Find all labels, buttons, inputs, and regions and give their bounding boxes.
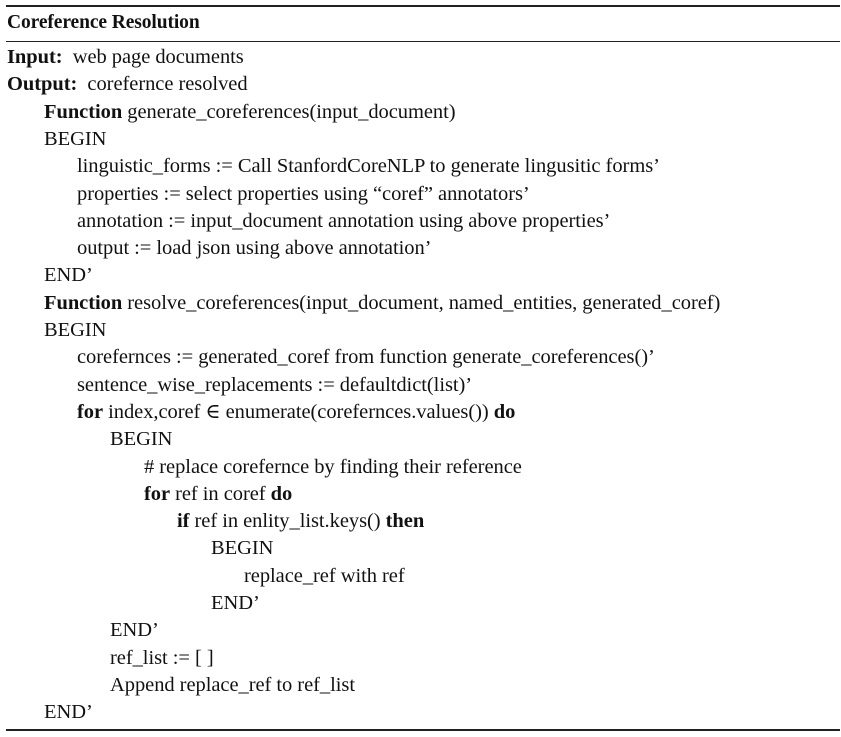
statement-text: properties := select properties using “coref” annotators’ (77, 182, 530, 205)
keyword: Function (44, 291, 123, 314)
algorithm-line (44, 262, 93, 289)
statement-text: END’ (110, 619, 159, 642)
statement-text: ref in enlity_list.keys() (189, 510, 386, 533)
keyword: Output: (7, 73, 78, 96)
statement-text: BEGIN (211, 537, 274, 560)
statement-text: ref_list := [ ] (110, 646, 214, 669)
statement-text: END’ (44, 701, 93, 724)
keyword: Input: (7, 46, 63, 68)
statement-text: # replace corefernce by finding their reference (144, 455, 522, 478)
statement-text: web page documents (62, 46, 244, 68)
keyword: if (177, 510, 190, 533)
algorithm-line (77, 344, 655, 371)
algorithm-line (110, 672, 355, 699)
algorithm-line (44, 317, 106, 344)
algorithm-line (244, 563, 405, 590)
algorithm-line (144, 454, 522, 481)
algorithm-line (211, 535, 273, 562)
algorithm-line (77, 181, 530, 208)
algorithm-line (177, 508, 424, 535)
keyword: do (493, 400, 516, 423)
algorithm-line (77, 153, 660, 180)
statement-text: BEGIN (44, 319, 107, 341)
algorithm-line (211, 590, 260, 617)
keyword: for (77, 400, 104, 423)
statement-text: annotation := input_document annotation using above properties’ (77, 209, 611, 232)
algorithm-line (7, 44, 244, 71)
algorithm-title: Coreference Resolution (7, 12, 200, 33)
statement-text: BEGIN (44, 127, 107, 150)
statement-text: BEGIN (110, 428, 173, 451)
algorithm-line (44, 99, 456, 126)
keyword: then (385, 510, 425, 533)
algorithm-line (44, 126, 106, 153)
statement-text: generate_coreferences(input_document) (122, 100, 456, 123)
algorithm-line (77, 208, 610, 235)
algorithm-line (77, 235, 431, 262)
algorithm-line (110, 426, 172, 453)
statement-text: END’ (211, 592, 260, 614)
top-rule (6, 5, 840, 7)
algorithm-line (144, 481, 292, 508)
statement-text: index,coref ∈ enumerate(corefernces.values()) (103, 400, 494, 423)
bottom-rule (6, 729, 840, 731)
keyword: Function (44, 100, 123, 123)
algorithm-line (110, 617, 159, 644)
statement-text: output := load json using above annotation’ (77, 237, 432, 260)
statement-text: replace_ref with ref (244, 564, 405, 587)
header-rule (6, 41, 840, 42)
algorithm-line (44, 699, 93, 726)
statement-text: ref in coref (170, 482, 271, 505)
keyword: do (270, 482, 293, 505)
statement-text: END’ (44, 264, 93, 287)
algorithm-line (44, 290, 720, 317)
statement-text: resolve_coreferences(input_document, named_entities, generated_coref) (122, 291, 721, 314)
statement-text: corefernces := generated_coref from function generate_coreferences()’ (77, 346, 655, 369)
statement-text: linguistic_forms := Call StanfordCoreNLP to generate lingusitic forms’ (77, 155, 660, 178)
keyword: for (144, 482, 171, 505)
algorithm-line (77, 399, 515, 426)
statement-text: Append replace_ref to ref_list (110, 673, 355, 696)
algorithm-line (77, 372, 472, 399)
statement-text: corefernce resolved (77, 73, 248, 96)
algorithm-line (7, 71, 248, 98)
algorithm-line (110, 645, 214, 672)
statement-text: sentence_wise_replacements := defaultdict(list)’ (77, 373, 473, 396)
